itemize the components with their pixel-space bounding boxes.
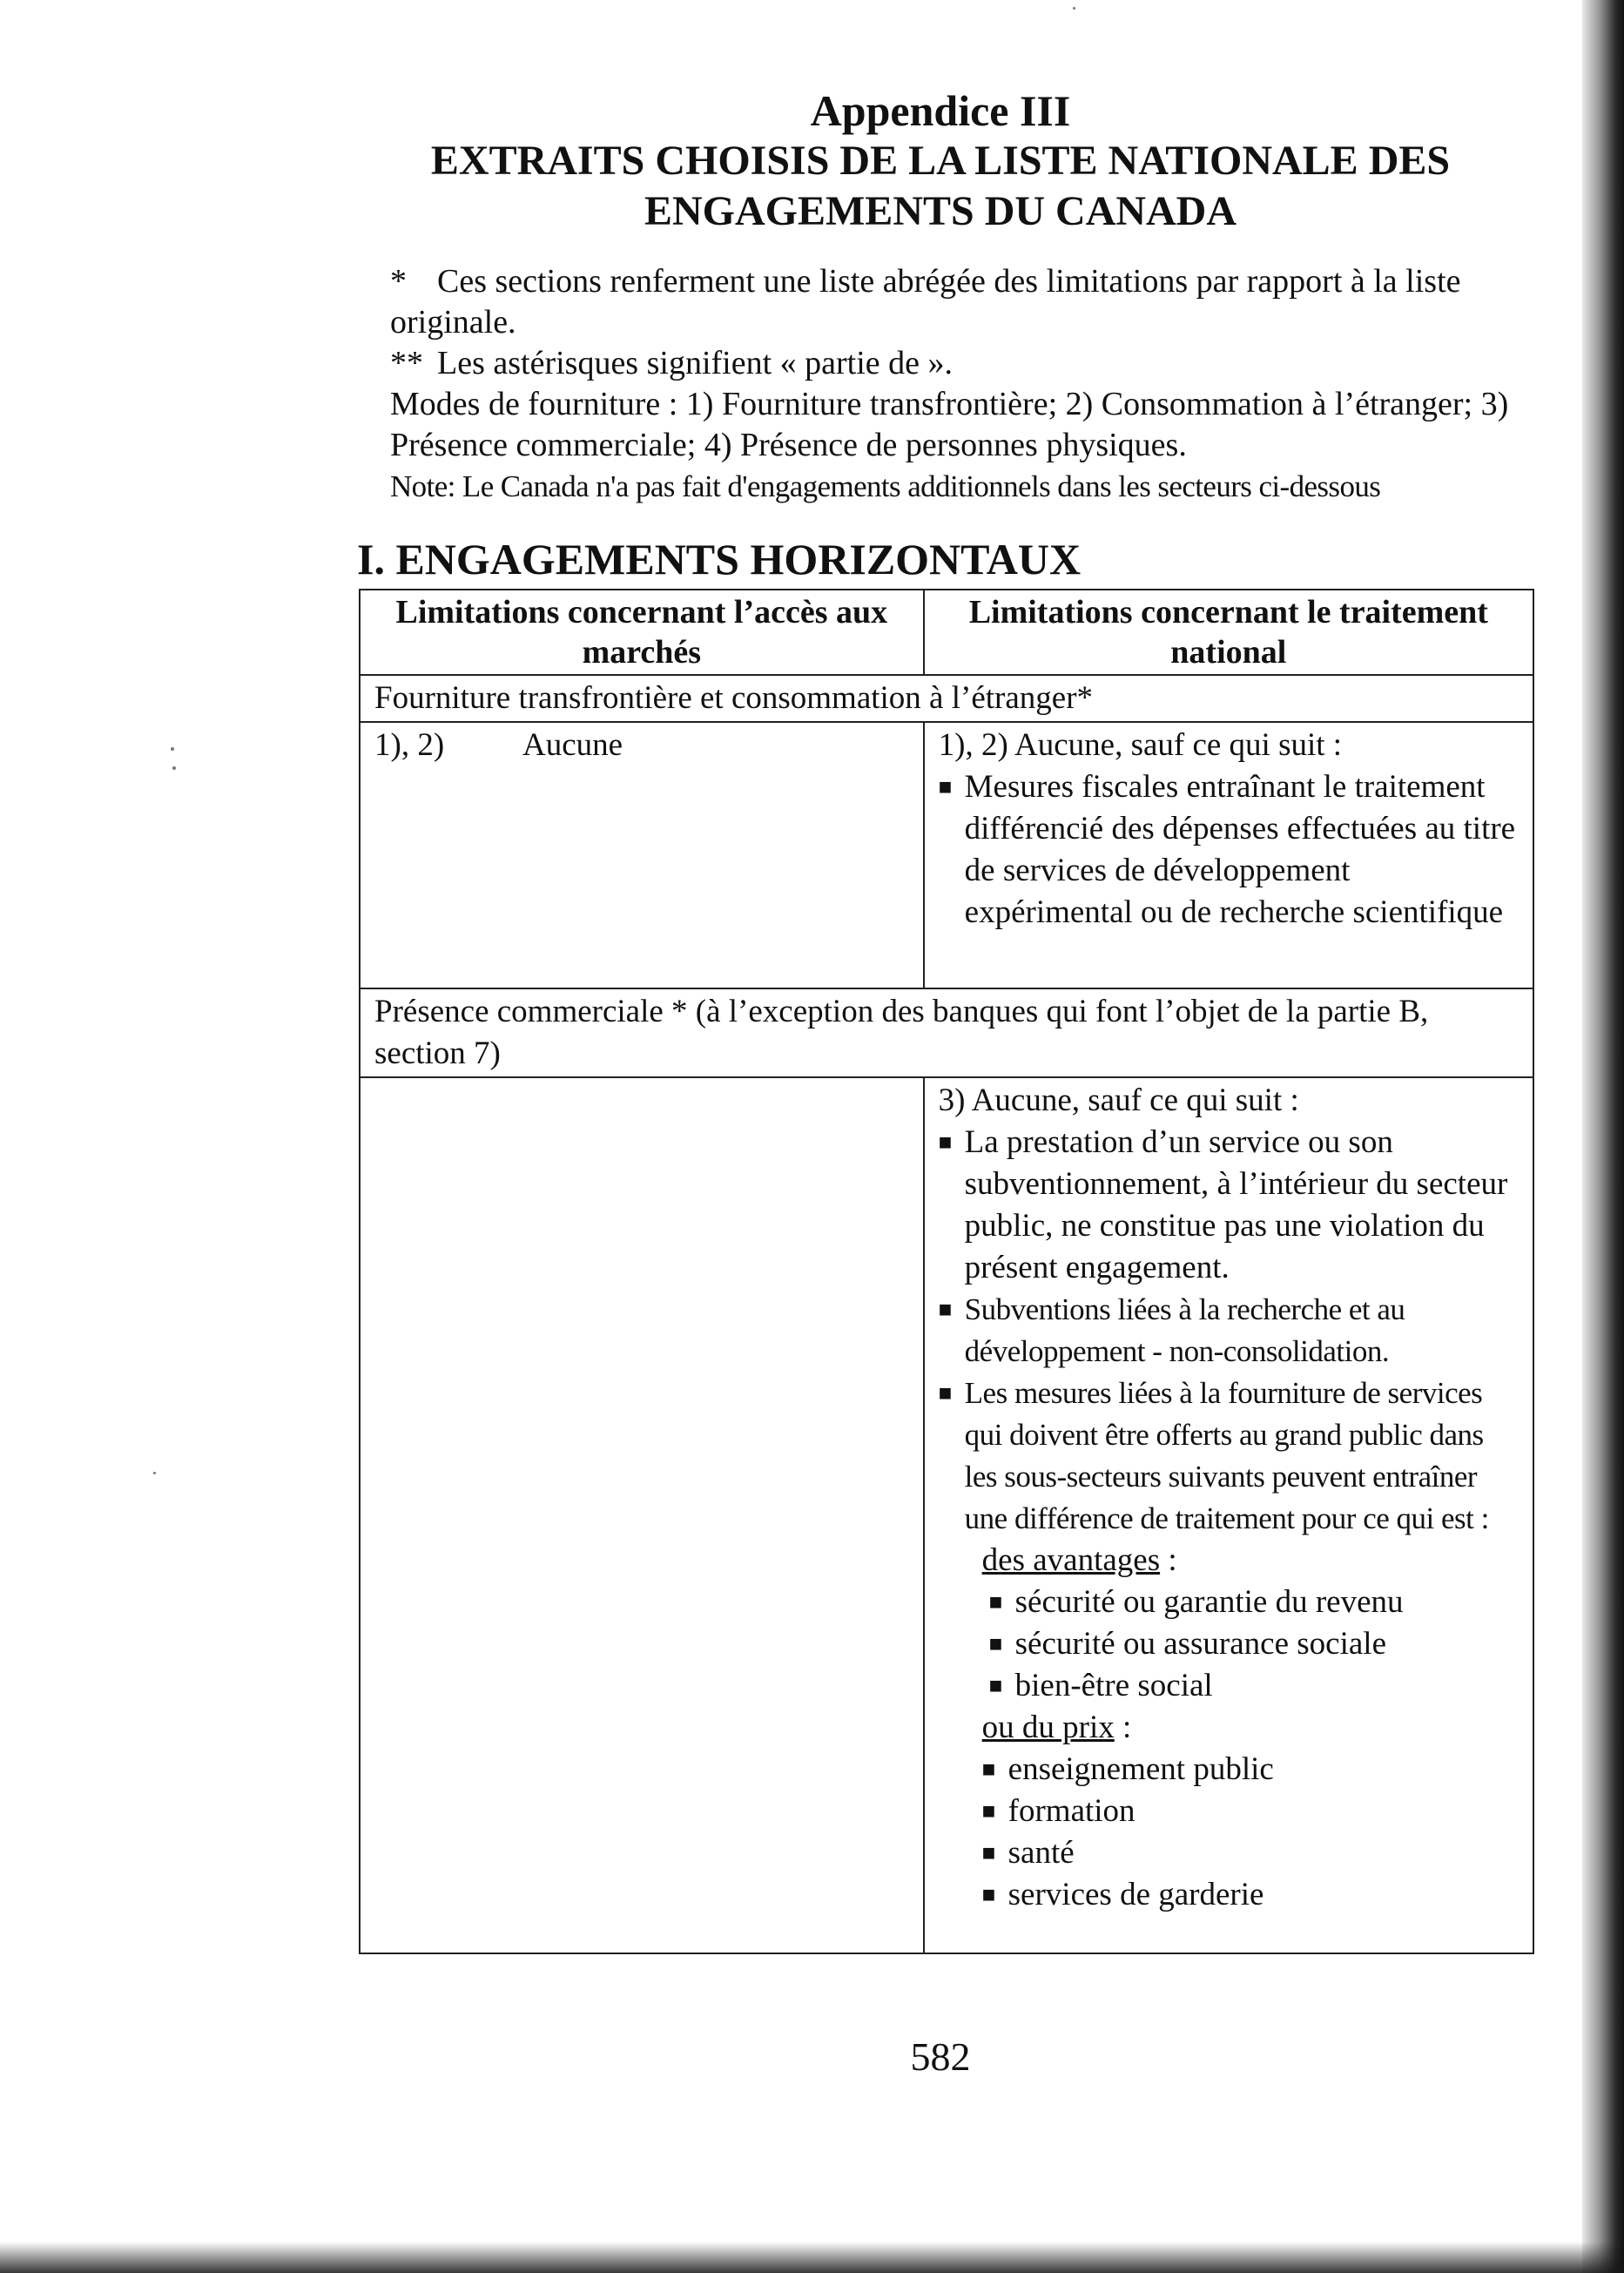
cell-market-access-modes-1-2 bbox=[360, 722, 924, 988]
note-text: Les astérisques signifient « partie de ». bbox=[437, 345, 954, 381]
bullet-icon: ■ bbox=[988, 1631, 1003, 1656]
bullet-icon: ■ bbox=[981, 1757, 996, 1782]
section-heading: I. ENGAGEMENTS HORIZONTAUX bbox=[357, 535, 1082, 583]
mode-value: Aucune bbox=[522, 727, 623, 763]
asterisk-mark: * bbox=[390, 263, 407, 300]
list-item-text: bien-être social bbox=[1014, 1668, 1213, 1703]
list-item bbox=[939, 766, 1519, 934]
list-item-text: services de garderie bbox=[1007, 1877, 1264, 1912]
bullet-icon: ■ bbox=[988, 1589, 1003, 1615]
title-line-3: ENGAGEMENTS DU CANADA bbox=[644, 188, 1237, 234]
page-bottom-shadow bbox=[0, 2221, 1624, 2273]
list-item bbox=[939, 1289, 1519, 1373]
advantages-label-line bbox=[939, 1540, 1519, 1582]
advantages-colon: : bbox=[1160, 1542, 1177, 1578]
list-item bbox=[939, 1582, 1519, 1623]
list-item-text: sécurité ou assurance sociale bbox=[1014, 1626, 1386, 1662]
list-item-text: sécurité ou garantie du revenu bbox=[1014, 1584, 1404, 1620]
list-item-text: Les mesures liées à la fourniture de services qui doivent être offerts au grand public dans les sous-secteurs suivants peuvent entraîner une différence de traitement pour ce qui est : bbox=[964, 1376, 1489, 1535]
list-item-text: Subventions liées à la recherche et au développement - non-consolidation. bbox=[964, 1292, 1405, 1368]
appendix-title bbox=[357, 85, 1524, 237]
table-row bbox=[360, 988, 1533, 1077]
table-row bbox=[360, 1077, 1533, 1953]
scan-speck bbox=[153, 1472, 156, 1474]
title-line-2: EXTRAITS CHOISIS DE LA LISTE NATIONALE DES bbox=[430, 138, 1451, 184]
header-market-access: Limitations concernant l’accès aux marchés bbox=[360, 590, 924, 675]
cell-national-treatment-modes-1-2 bbox=[924, 722, 1533, 988]
note-additional: Note: Le Canada n'a pas fait d'engagements additionnels dans les secteurs ci-dessous bbox=[390, 469, 1381, 503]
list-item bbox=[939, 1874, 1519, 1916]
price-colon: : bbox=[1114, 1710, 1132, 1745]
bullet-icon: ■ bbox=[981, 1798, 996, 1824]
list-item-text: formation bbox=[1007, 1793, 1135, 1829]
list-item bbox=[939, 1832, 1519, 1874]
price-label: ou du prix bbox=[981, 1710, 1115, 1745]
page-number: 582 bbox=[910, 2034, 971, 2079]
price-label-line bbox=[939, 1707, 1519, 1749]
modes-of-supply: Modes de fourniture : 1) Fourniture transfrontière; 2) Consommation à l’étranger; 3) Présence commerciale; 4) Présence de personnes physiques. bbox=[390, 386, 1509, 463]
note-asterisk-1 bbox=[390, 261, 1531, 343]
list-item bbox=[939, 1122, 1519, 1289]
table-row bbox=[360, 675, 1533, 722]
note-text: Ces sections renferment une liste abrégée des limitations par rapport à la liste originale. bbox=[390, 263, 1461, 341]
list-item bbox=[939, 1665, 1519, 1707]
list-item-text: enseignement public bbox=[1007, 1751, 1274, 1787]
scan-speck bbox=[171, 747, 174, 751]
cell-intro: 1), 2) Aucune, sauf ce qui suit : bbox=[938, 727, 1343, 763]
row-cross-border: Fourniture transfrontière et consommation à l’étranger* bbox=[360, 675, 1533, 722]
scan-speck bbox=[1073, 7, 1075, 10]
intro-notes bbox=[390, 261, 1531, 507]
list-item-text: Mesures fiscales entraînant le traitement différencié des dépenses effectuées au titre de services de développement expérimental ou de recherche scientifique bbox=[964, 769, 1516, 930]
list-item bbox=[939, 1749, 1519, 1791]
list-item bbox=[939, 1791, 1519, 1832]
bullet-icon: ■ bbox=[938, 1297, 952, 1322]
header-national-treatment: Limitations concernant le traitement national bbox=[924, 590, 1533, 675]
table-header-row bbox=[360, 590, 1533, 675]
title-line-1: Appendice III bbox=[810, 86, 1071, 135]
table-row bbox=[360, 722, 1533, 988]
asterisk-mark: ** bbox=[390, 345, 423, 381]
mode-label: 1), 2) bbox=[374, 727, 445, 763]
commitments-table bbox=[359, 589, 1534, 1954]
cell-national-treatment-mode-3 bbox=[924, 1077, 1533, 1953]
bullet-icon: ■ bbox=[988, 1673, 1003, 1698]
list-item bbox=[939, 1623, 1519, 1665]
page-edge-shadow bbox=[1582, 0, 1624, 2273]
bullet-icon: ■ bbox=[938, 1130, 953, 1155]
row-commercial-presence: Présence commerciale * (à l’exception des banques qui font l’objet de la partie B, section 7) bbox=[360, 988, 1533, 1077]
advantages-label: des avantages bbox=[981, 1542, 1161, 1578]
note-asterisk-2 bbox=[390, 343, 1531, 384]
bullet-icon: ■ bbox=[981, 1882, 996, 1907]
list-item-text: santé bbox=[1007, 1835, 1075, 1871]
bullet-icon: ■ bbox=[981, 1840, 996, 1865]
bullet-icon: ■ bbox=[938, 1380, 952, 1406]
list-item-text: La prestation d’un service ou son subventionnement, à l’intérieur du secteur public, ne constitue pas une violation du présent engagement. bbox=[964, 1124, 1508, 1285]
scan-speck bbox=[172, 766, 176, 770]
list-item bbox=[939, 1373, 1519, 1540]
cell-market-access-mode-3 bbox=[360, 1077, 924, 1953]
bullet-icon: ■ bbox=[938, 774, 953, 799]
cell-intro: 3) Aucune, sauf ce qui suit : bbox=[938, 1083, 1299, 1118]
